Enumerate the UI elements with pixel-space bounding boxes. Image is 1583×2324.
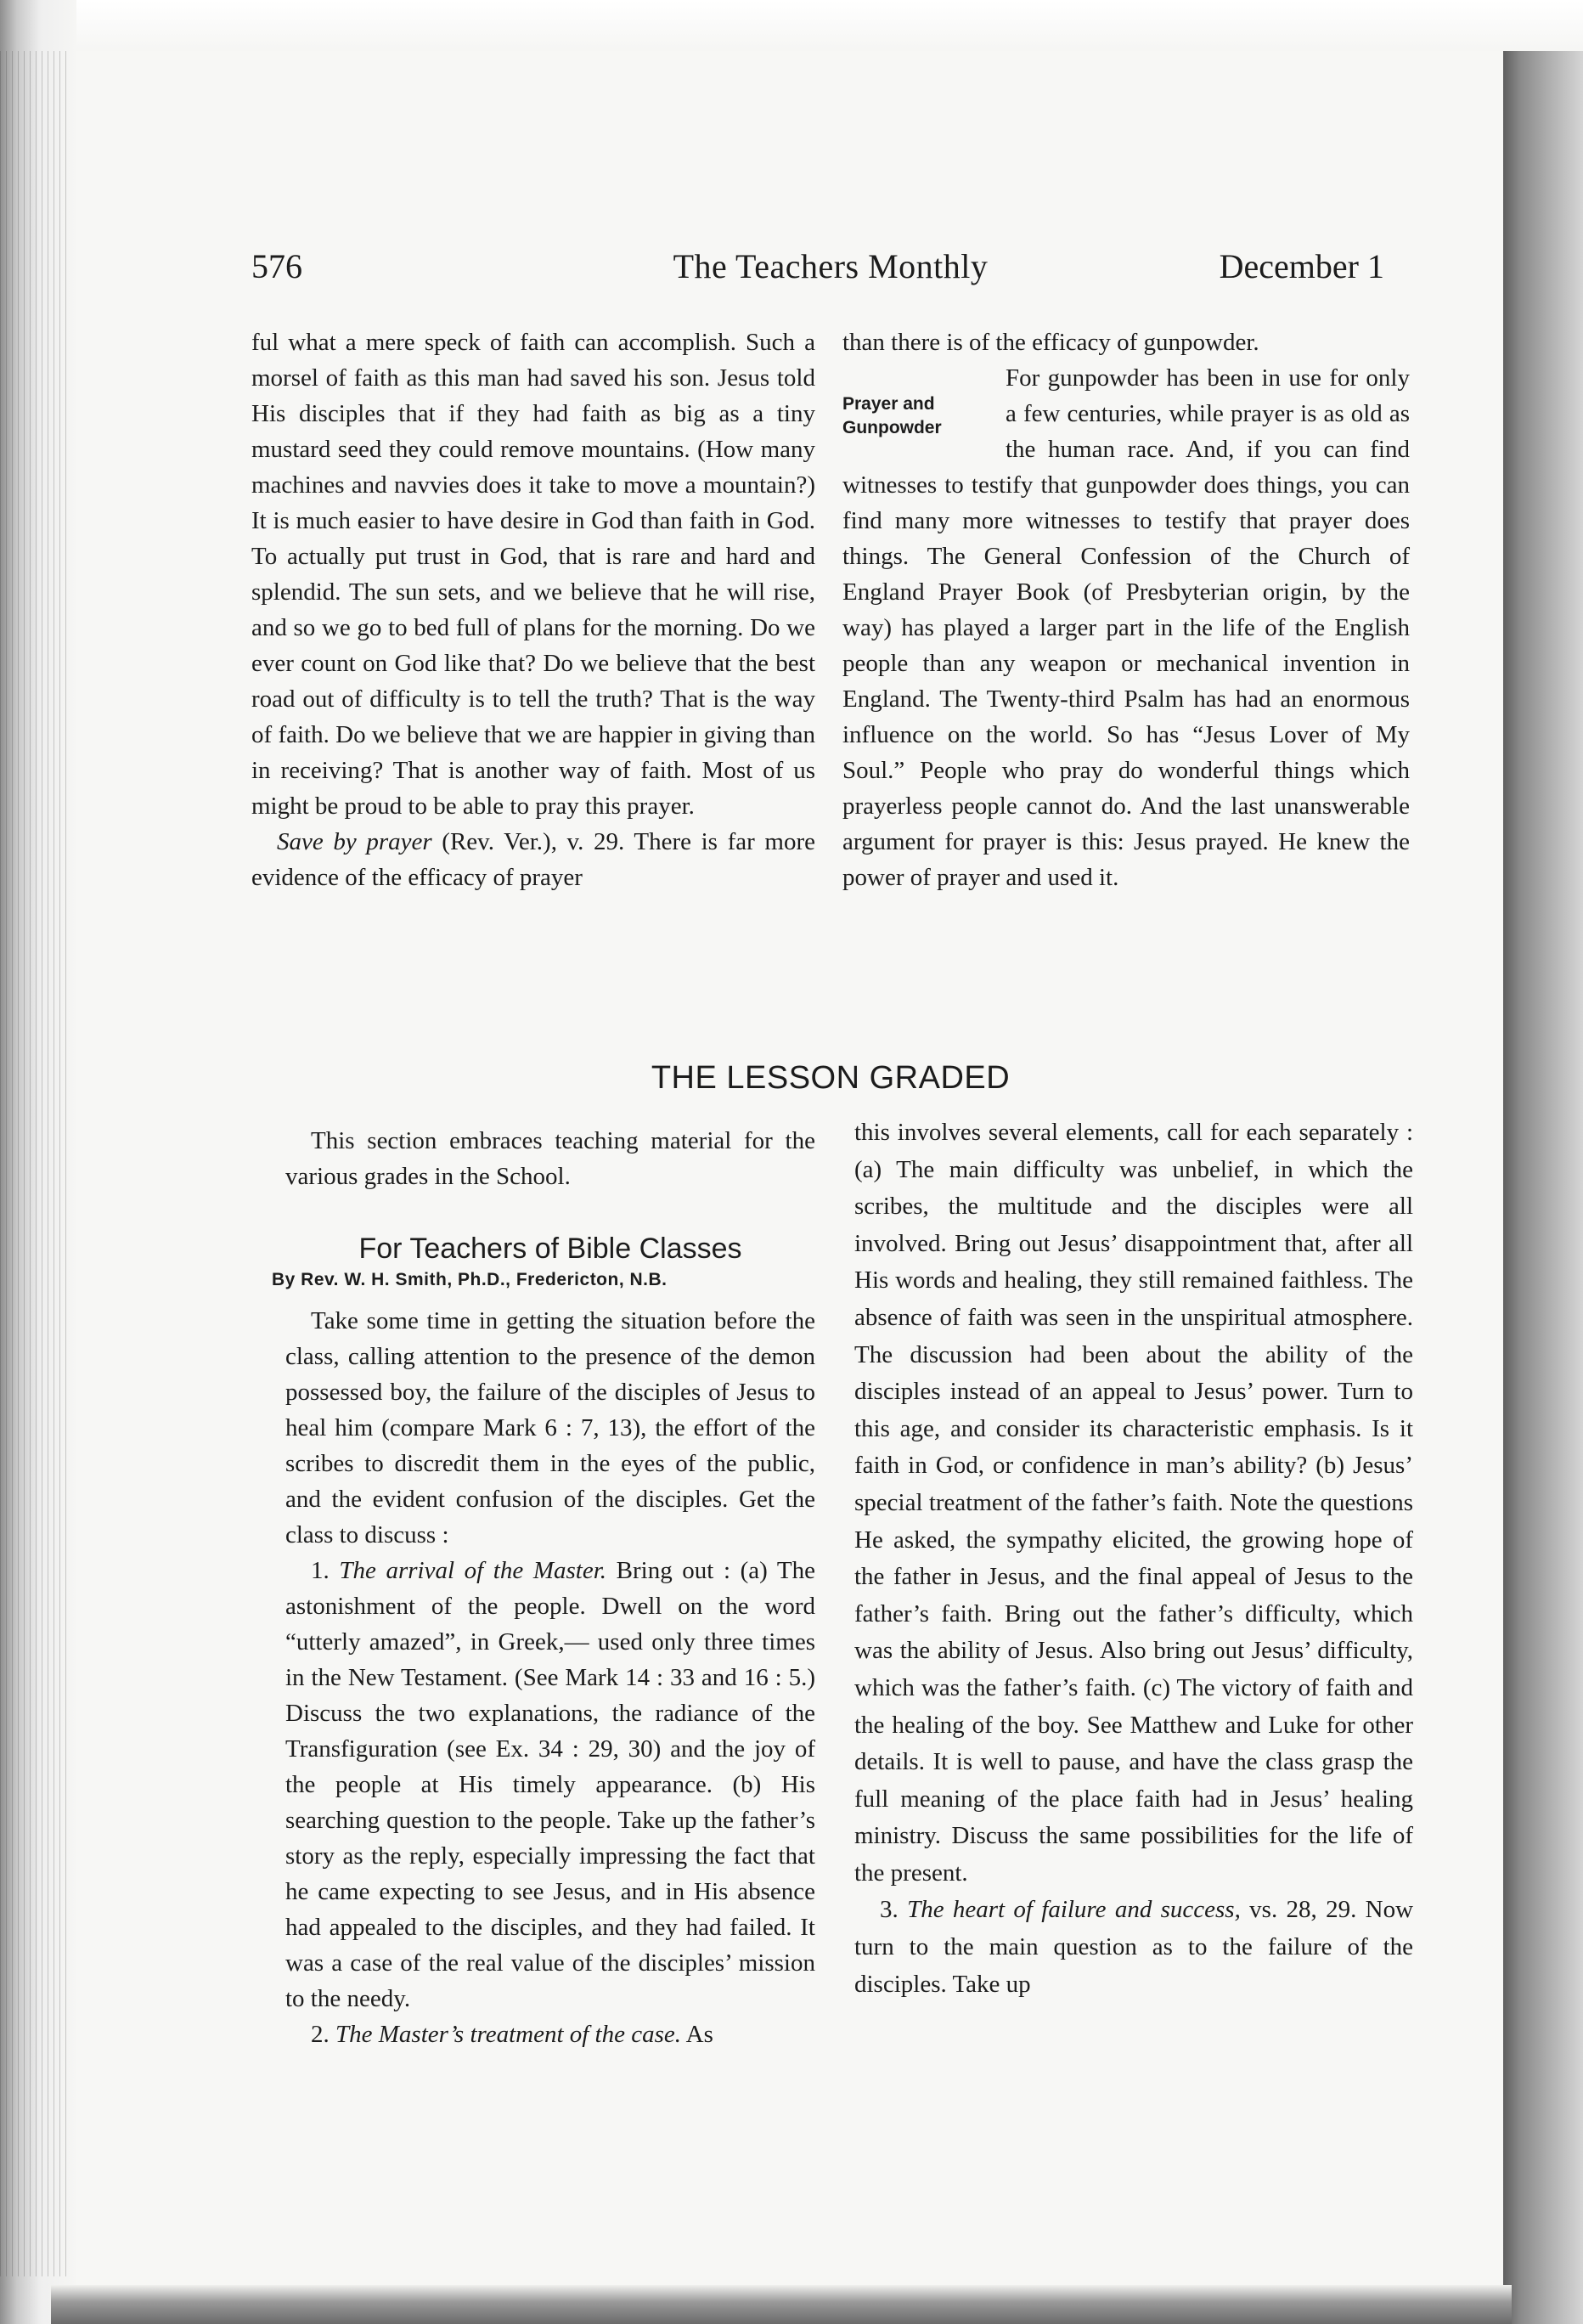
section-intro: This section embraces teaching material for the various grades in the School. [285, 1127, 815, 1190]
issue-date: December 1 [1219, 247, 1384, 285]
paragraph-treatment [285, 2017, 815, 2052]
column-right-top [842, 324, 1410, 895]
paragraph-text: vs. 28, 29. Now turn to the main question as to the failure of the disciples. Take up [854, 1896, 1414, 1998]
author-byline: By Rev. W. H. Smith, Ph.D., Fredericton, N.B. [272, 1270, 668, 1289]
subheading-bible-classes: For Teachers of Bible Classes [358, 1233, 742, 1265]
magazine-title: The Teachers Monthly [673, 247, 989, 285]
paragraph-text: (Rev. Ver.), v. 29. There is far more evidence of the efficacy of prayer [251, 828, 815, 891]
item-number: 1. [311, 1557, 340, 1584]
column-right-bottom [854, 1114, 1413, 2003]
section-title: THE LESSON GRADED [651, 1060, 1011, 1096]
paragraph-text: As [681, 2021, 713, 2048]
paragraph-heart-of-failure [854, 1892, 1413, 2003]
item-heading-italic: The heart of failure and success, [907, 1896, 1241, 1924]
paragraph-gunpowder: For gunpowder has been in use for only a few centuries, while prayer is as old as the human race. And, if you can find witnesses to testify that gunpowder does things, you can find many more witnesses to testify that prayer does things. The General Confession of the Church of England Prayer Book (of Presbyterian origin, by the way) has played a larger part in the life of the English people than any weapon or mechanical invention in England. The Twenty-third Psalm has had an enormous influence on the world. So has “Jesus Lover of My Soul.” People who pray do wonderful things which prayerless people cannot do. And the last unanswerable argument for prayer is this: Jesus prayed. He knew the power of prayer and used it. [842, 364, 1410, 891]
paragraph-arrival [285, 1553, 815, 2017]
column-left-bottom [272, 1123, 815, 2052]
paragraph-faith: ful what a mere speck of faith can accomplish. Such a morsel of faith as this man had saved his son. Jesus told His disciples that if they had faith as big as a tiny mustard seed they could remove mountains. (How many machines and navvies does it take to move a mountain?) It is much easier to have desire in God than faith in God. To actually put trust in God, that is rare and hard and splendid. The sun sets, and we believe that he will rise, and so we go to bed full of plans for the morning. Do we ever count on God like that? Do we believe that the best road out of difficulty is to tell the truth? That is the way of faith. Do we believe that we are happier in giving than in receiving? That is another way of faith. Most of us might be proud to be able to pray this prayer. [251, 329, 815, 820]
item-heading-italic: The arrival of the Master. [339, 1557, 607, 1584]
sidenote-prayer-and-gunpowder: Prayer and Gunpowder [842, 394, 942, 437]
item-number: 3. [880, 1896, 908, 1924]
verse-reference-italic: Save by prayer [277, 828, 432, 855]
paragraph-save-by-prayer [251, 824, 815, 895]
scan-bottom-edge [51, 2285, 1512, 2324]
paragraph-gunpowder-lead: than there is of the efficacy of gunpowder. [842, 329, 1259, 356]
item-heading-italic: The Master’s treatment of the case. [335, 2021, 682, 2048]
running-header [251, 246, 1410, 297]
page-number: 576 [251, 247, 302, 285]
column-left-top [251, 324, 815, 895]
paragraph-situation: Take some time in getting the situation before the class, calling attention to the presence of the demon possessed boy, the failure of the disciples of Jesus to heal him (compare Mark 6 : 7, 13), the effort of the scribes to discredit them in the eyes of the public, and the evident confusion of the disciples. Get the class to discuss : [285, 1307, 815, 1548]
paragraph-text: Bring out : (a) The astonishment of the people. Dwell on the word “utterly amazed”, in Greek,— used only three times in the New Testament. (See Mark 14 : 33 and 16 : 5.) Discuss the two explanations, the radiance of the Transfiguration (see Ex. 34 : 29, 30) and the joy of the people at His timely appearance. (b) His searching question to the people. Take up the father’s story as the reply, especially impressing the fact that he came expecting to see Jesus, and in His absence had appealed to the disciples, and they had failed. It was a case of the real value of the disciples’ mission to the needy. [285, 1557, 815, 2012]
paragraph-elements: this involves several elements, call for each separately : (a) The main difficulty was unbelief, in which the scribes, the multitude and the disciples were all involved. Bring out Jesus’ disappointment that, after all His words and healing, they still remained faithless. The absence of faith was seen in the unspiritual atmosphere. The discussion had been about the ability of the disciples instead of an appeal to Jesus’ power. Turn to this age, and consider its characteristic emphasis. Is it faith in God, or confidence in man’s ability? (b) Jesus’ special treatment of the father’s faith. Note the questions He asked, the sympathy elicited, the growing hope of the father in Jesus, and the final appeal of Jesus to the father’s faith. Bring out the father’s difficulty, which was the ability of Jesus. Also bring out Jesus’ difficulty, which was the father’s faith. (c) The victory of faith and the healing of the boy. See Matthew and Luke for other details. It is well to pause, and have the class grasp the full meaning of the place faith had in Jesus’ healing ministry. Discuss the same possibilities for the life of the present. [854, 1119, 1413, 1887]
page-stack-edges [0, 51, 68, 2276]
scan-right-edge [1501, 51, 1583, 2324]
item-number: 2. [311, 2021, 335, 2048]
